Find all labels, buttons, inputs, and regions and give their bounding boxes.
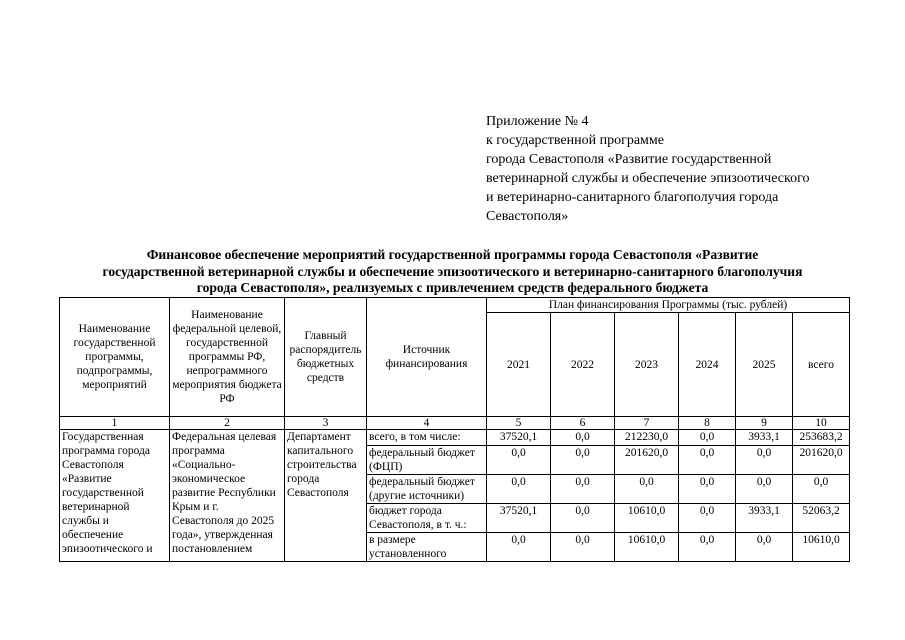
appendix-line: Севастополя» xyxy=(486,209,569,224)
value-cell: 0,0 xyxy=(551,533,615,562)
value-cell: 0,0 xyxy=(679,504,736,533)
header-year: 2024 xyxy=(679,313,736,417)
header-program-name: Наименование государственной программы, подпрограммы, мероприятий xyxy=(60,298,170,417)
column-number: 8 xyxy=(679,417,736,430)
header-year: 2023 xyxy=(615,313,679,417)
value-cell: 52063,2 xyxy=(793,504,850,533)
value-cell: 0,0 xyxy=(679,446,736,475)
financing-table xyxy=(59,297,850,562)
title-line: города Севастополя», реализуемых с привлечением средств федерального бюджета xyxy=(196,280,709,295)
column-number: 10 xyxy=(793,417,850,430)
column-number: 9 xyxy=(736,417,793,430)
value-cell: 10610,0 xyxy=(615,533,679,562)
column-number: 2 xyxy=(170,417,285,430)
header-funding-source: Источник финансирования xyxy=(367,298,487,417)
federal-program-cell: Федеральная целевая программа «Социально-экономическое развитие Республики Крым и г. Севастополя до 2025 года», утвержденная постановлением xyxy=(170,430,285,562)
program-name-cell: Государственная программа города Севастополя «Развитие государственной ветеринарной службы и обеспечение эпизоотического и xyxy=(60,430,170,562)
value-cell: 0,0 xyxy=(551,430,615,446)
budget-manager-cell: Департамент капитального строительства города Севастополя xyxy=(285,430,367,562)
column-number: 6 xyxy=(551,417,615,430)
value-cell: 0,0 xyxy=(615,475,679,504)
value-cell: 0,0 xyxy=(551,475,615,504)
appendix-block xyxy=(486,112,866,226)
funding-source-cell: федеральный бюджет (другие источники) xyxy=(367,475,487,504)
value-cell: 37520,1 xyxy=(487,504,551,533)
value-cell: 0,0 xyxy=(679,475,736,504)
column-number: 1 xyxy=(60,417,170,430)
value-cell: 0,0 xyxy=(551,504,615,533)
value-cell: 0,0 xyxy=(736,533,793,562)
value-cell: 0,0 xyxy=(736,446,793,475)
appendix-line: к государственной программе xyxy=(486,133,664,148)
value-cell: 10610,0 xyxy=(615,504,679,533)
value-cell: 3933,1 xyxy=(736,430,793,446)
column-number-row xyxy=(60,417,850,430)
value-cell: 201620,0 xyxy=(793,446,850,475)
table-row xyxy=(60,430,850,446)
header-financing-plan: План финансирования Программы (тыс. рублей) xyxy=(487,298,850,313)
appendix-line: и ветеринарно-санитарного благополучия города xyxy=(486,190,779,205)
funding-source-cell: федеральный бюджет (ФЦП) xyxy=(367,446,487,475)
header-budget-manager: Главный распорядитель бюджетных средств xyxy=(285,298,367,417)
funding-source-cell: в размере установленного xyxy=(367,533,487,562)
title-line: Финансовое обеспечение мероприятий государственной программы города Севастополя «Развитие xyxy=(146,247,759,262)
header-total: всего xyxy=(793,313,850,417)
value-cell: 0,0 xyxy=(487,446,551,475)
appendix-line: Приложение № 4 xyxy=(486,114,589,129)
header-year: 2022 xyxy=(551,313,615,417)
value-cell: 0,0 xyxy=(736,475,793,504)
value-cell: 37520,1 xyxy=(487,430,551,446)
header-year: 2025 xyxy=(736,313,793,417)
column-number: 3 xyxy=(285,417,367,430)
header-year: 2021 xyxy=(487,313,551,417)
value-cell: 10610,0 xyxy=(793,533,850,562)
column-number: 7 xyxy=(615,417,679,430)
title-line: государственной ветеринарной службы и обеспечение эпизоотического и ветеринарно-санитарного благополучия xyxy=(102,263,803,279)
header-federal-program: Наименование федеральной целевой, государственной программы РФ, непрограммного мероприятия бюджета РФ xyxy=(170,298,285,417)
value-cell: 0,0 xyxy=(487,475,551,504)
value-cell: 0,0 xyxy=(679,430,736,446)
appendix-line: ветеринарной службы и обеспечение эпизоотического xyxy=(486,171,810,186)
value-cell: 0,0 xyxy=(487,533,551,562)
funding-source-cell: бюджет города Севастополя, в т. ч.: xyxy=(367,504,487,533)
appendix-line: города Севастополя «Развитие государственной xyxy=(486,152,772,167)
value-cell: 0,0 xyxy=(551,446,615,475)
value-cell: 0,0 xyxy=(679,533,736,562)
value-cell: 212230,0 xyxy=(615,430,679,446)
document-title xyxy=(40,247,865,297)
column-number: 5 xyxy=(487,417,551,430)
value-cell: 201620,0 xyxy=(615,446,679,475)
column-number: 4 xyxy=(367,417,487,430)
funding-source-cell: всего, в том числе: xyxy=(367,430,487,446)
value-cell: 253683,2 xyxy=(793,430,850,446)
value-cell: 3933,1 xyxy=(736,504,793,533)
value-cell: 0,0 xyxy=(793,475,850,504)
